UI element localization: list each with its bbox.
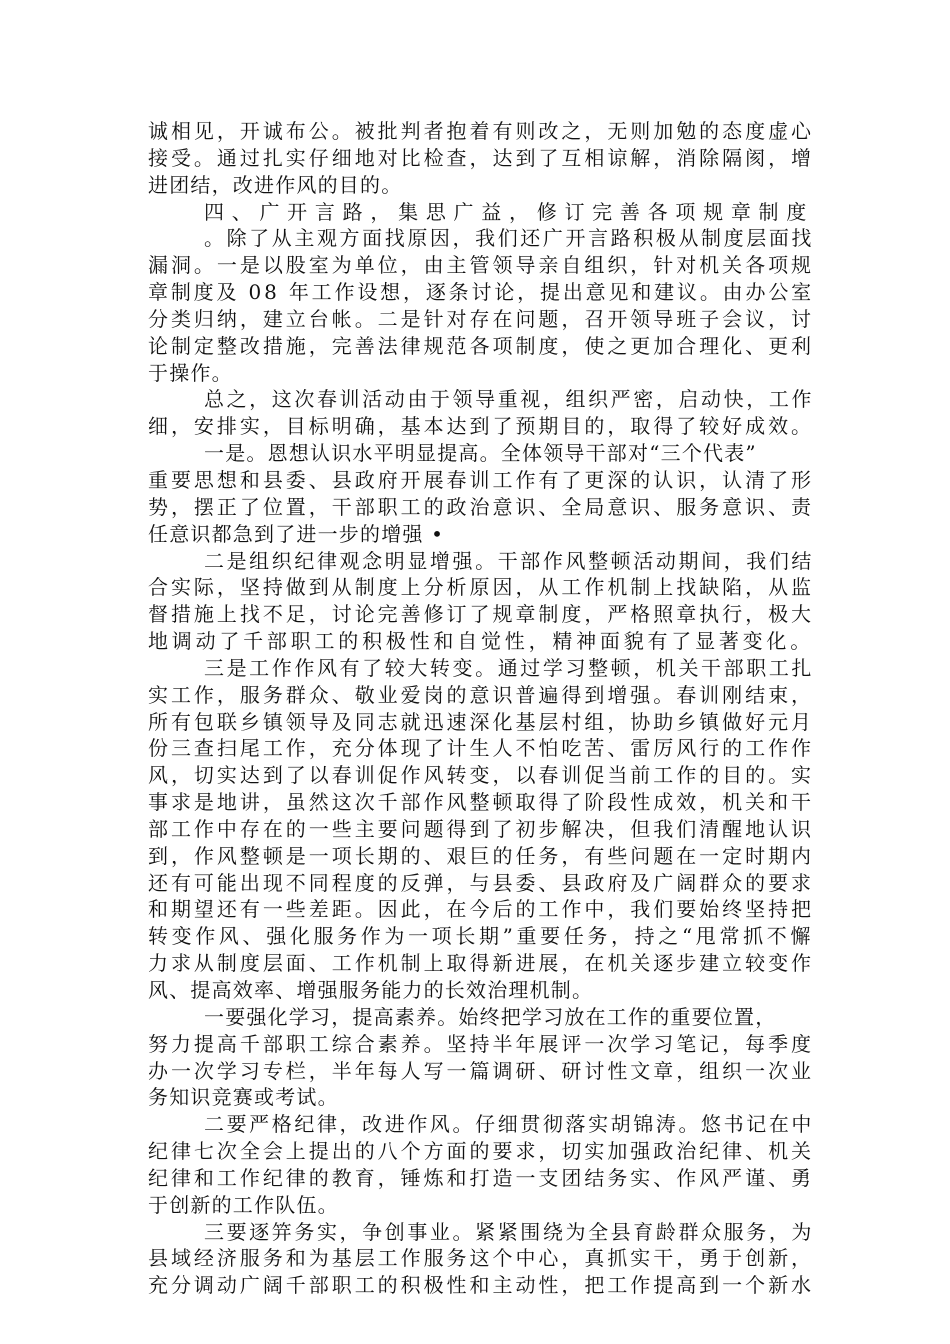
text-line: 风，切实达到了以春训促作风转变，以春训促当前工作的目的。实 [148, 763, 815, 788]
text-line: 地调动了千部职工的积极性和自觉性，精神面貌有了显著变化。 [148, 629, 815, 654]
text-line: 细，安排实，目标明确，基本达到了预期目的，取得了较好成效。 [148, 414, 815, 439]
text-line: 漏洞。一是以股室为单位，由主管领导亲自组织，针对机关各项规 [148, 253, 815, 278]
text-line: 转变作风、强化服务作为一项长期”重要任务，持之“甩常抓不懈 [148, 924, 815, 949]
text-line: 任意识都急到了进一步的增强 • [148, 521, 445, 546]
text-line: 一是。恩想认识水平明显提高。全体领导干部对“三个代表” [204, 441, 757, 466]
text-line: 四、广开言路，集思广益，修订完善各项规章制度 [204, 199, 814, 224]
text-line: 督措施上找不足，讨论完善修订了规章制度，严格照章执行，极大 [148, 602, 815, 627]
text-line: 三是工作作风有了较大转变。通过学习整顿，机关干部职工扎 [204, 655, 815, 680]
text-line: 务知识竞赛或考试。 [148, 1085, 339, 1110]
text-line: 所有包联乡镇领导及同志就迅速深化基层村组，协助乡镇做好元月 [148, 709, 815, 734]
text-line: 于操作。 [148, 360, 233, 385]
text-line: 份三查扫尾工作，充分体现了计生人不怕吃苦、雷厉风行的工作作 [148, 736, 815, 761]
text-line: 实工作，服务群众、敬业爱岗的意识普遍得到增强。春训刚结束， [148, 682, 815, 707]
text-line: 办一次学习专栏，半年每人写一篇调研、研讨性文章，组织一次业 [148, 1058, 815, 1083]
text-line: 纪律和工作纪律的教育，锤炼和打造一支团结务实、作风严谨、勇 [148, 1165, 815, 1190]
text-line: 事求是地讲，虽然这次千部作风整顿取得了阶段性成效，机关和干 [148, 790, 815, 815]
text-line: 接受。通过扎实仔细地对比检查，达到了互相谅解，消除隔阂，增 [148, 145, 815, 170]
text-line: 二要严格纪律，改进作风。仔细贯彻落实胡锦涛。悠书记在中 [204, 1112, 815, 1137]
text-line: 三要逐笄务实，争创事业。紧紧围绕为全县育龄群众服务，为 [204, 1219, 815, 1244]
text-line: 于创新的工作队伍。 [148, 1192, 339, 1217]
text-line: 章制度及 08 年工作设想，逐条讨论，提出意见和建议。由办公室 [148, 280, 814, 305]
text-line: 县域经济服务和为基层工作服务这个中心，真抓实干，勇于创新， [148, 1246, 815, 1271]
text-line: 。除了从主观方面找原因，我们还广开言路积极从制度层面找 [204, 226, 815, 251]
text-line: 总之，这次春训活动由于领导重视，组织严密，启动快，工作 [204, 387, 815, 412]
text-line: 还有可能出现不同程度的反弹，与县委、县政府及广阔群众的要求 [148, 870, 815, 895]
text-line: 重要思想和县委、县政府开展春训工作有了更深的认识，认清了形 [148, 467, 815, 492]
text-line: 到，作风整顿是一项长期的、艰巨的任务，有些问题在一定时期内 [148, 843, 815, 868]
text-line: 努力提高千部职工综合素养。坚持半年展评一次学习笔记，每季度 [148, 1031, 815, 1056]
text-line: 风、提高效率、增强服务能力的长效治理机制。 [148, 978, 594, 1002]
document-body [148, 118, 814, 1299]
text-line: 力求从制度层面、工作机制上取得新进展，在机关逐步建立较变作 [148, 951, 815, 976]
text-line: 和期望还有一些差距。因此，在今后的工作中，我们要始终坚持把 [148, 897, 815, 922]
text-line: 分类归纳，建立台帐。二是针对存在问题，召开领导班子会议，讨 [148, 306, 815, 331]
text-line: 一要强化学习，提高素养。始终把学习放在工作的重要位置， [204, 1004, 777, 1029]
text-line: 进团结，改进作风的目的。 [148, 172, 403, 197]
text-line: 纪律七次全会上提出的八个方面的要求，切实加强政治纪律、机关 [148, 1139, 815, 1164]
text-line: 部工作中存在的一些主要问题得到了初步解决，但我们清醒地认识 [148, 816, 815, 841]
text-line: 诚相见，开诚布公。被批判者抱着有则改之，无则加勉的态度虚心 [148, 119, 815, 143]
text-line: 论制定整改措施，完善法律规范各项制度，使之更加合理化、更利 [148, 333, 815, 358]
text-line: 势，摆正了位置，干部职工的政治意识、全局意识、服务意识、责 [148, 494, 815, 519]
text-line: 合实际，坚持做到从制度上分析原因，从工作机制上找缺陷，从监 [148, 575, 815, 600]
text-line: 充分调动广阔千部职工的积极性和主动性，把工作提高到一个新水 [148, 1273, 815, 1298]
text-line: 二是组织纪律观念明显增强。干部作风整顿活动期间，我们结 [204, 548, 815, 573]
